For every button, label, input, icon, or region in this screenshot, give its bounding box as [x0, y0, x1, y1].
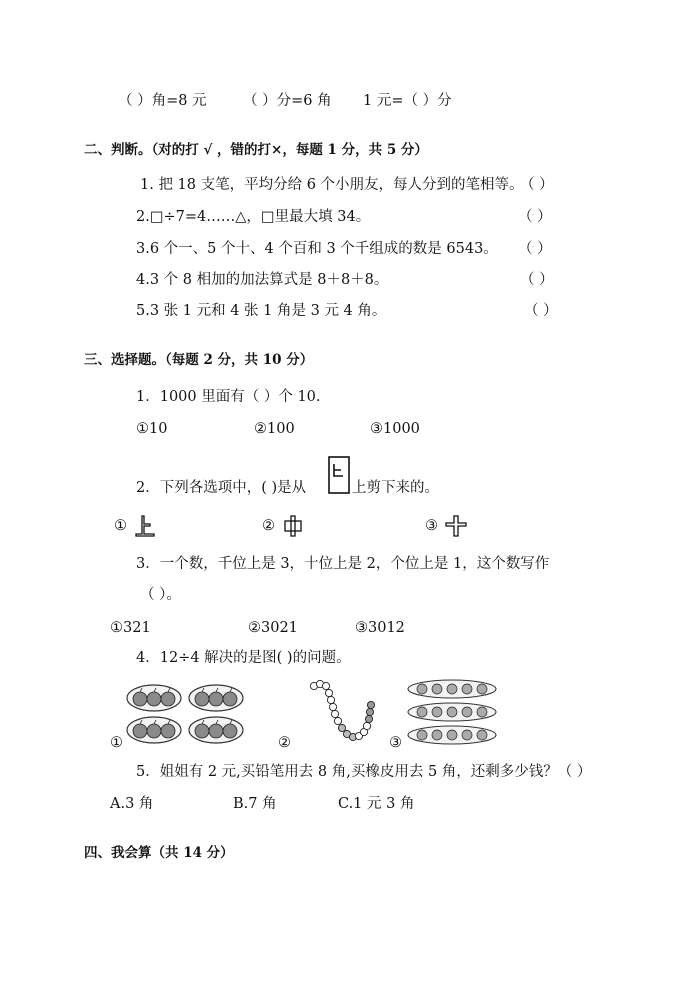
- cross-shape-icon: [444, 514, 468, 538]
- judge-answer-2[interactable]: （ ）: [518, 209, 552, 225]
- choice-q2-option-1[interactable]: ①: [114, 518, 127, 534]
- section-3-title: 三、选择题。（每题 2 分，共 10 分）: [84, 352, 314, 368]
- section-2-title: 二、判断。（对的打 √ ，错的打×，每题 1 分，共 5 分）: [84, 142, 428, 158]
- choice-q1-option-3[interactable]: ③1000: [370, 421, 420, 437]
- bead-string-icon: [300, 678, 382, 746]
- judge-answer-5[interactable]: （ ）: [524, 303, 558, 319]
- choice-q3-text-cont: （ ）。: [140, 587, 181, 603]
- fill-blank-fen: （ ）分=6 角: [243, 93, 332, 109]
- fill-blank-yuan: 1 元=（ ）分: [363, 93, 452, 109]
- choice-q2-text-b: 上剪下来的。: [352, 480, 439, 496]
- judge-item-4: 4.3 个 8 相加的加法算式是 8＋8＋8。: [136, 272, 389, 288]
- judge-item-3: 3.6 个一、5 个十、4 个百和 3 个千组成的数是 6543。: [136, 241, 498, 257]
- choice-q4-option-3[interactable]: ③: [389, 735, 402, 751]
- fill-blank-jiao: （ ）角=8 元: [118, 93, 207, 109]
- judge-answer-4[interactable]: （ ）: [520, 272, 554, 288]
- judge-item-2: 2.□÷7=4……△，□里最大填 34。: [136, 209, 371, 225]
- choice-q3-option-3[interactable]: ③3012: [355, 620, 405, 636]
- apple-rows-icon: [406, 678, 498, 746]
- choice-q5-option-b[interactable]: B.7 角: [233, 796, 277, 812]
- choice-q4-option-2[interactable]: ②: [278, 735, 291, 751]
- choice-q2-text-a: 2．下列各选项中，( )是从: [136, 480, 307, 496]
- choice-q5-option-a[interactable]: A.3 角: [110, 796, 154, 812]
- choice-q4-option-1[interactable]: ①: [110, 735, 123, 751]
- choice-q1-text: 1．1000 里面有（ ）个 10.: [136, 389, 321, 405]
- choice-q4-text: 4．12÷4 解决的是图( )的问题。: [136, 650, 351, 666]
- choice-q3-text: 3．一个数，千位上是 3，十位上是 2，个位上是 1，这个数写作: [136, 556, 550, 572]
- choice-q2-option-3[interactable]: ③: [425, 518, 438, 534]
- choice-q2-option-2[interactable]: ②: [262, 518, 275, 534]
- choice-q1-option-1[interactable]: ①10: [136, 421, 168, 437]
- choice-q5-option-c[interactable]: C.1 元 3 角: [338, 796, 415, 812]
- choice-q5-text: 5．姐姐有 2 元,买铅笔用去 8 角,买橡皮用去 5 角，还剩多少钱？（ ）: [136, 764, 592, 780]
- judge-item-5: 5.3 张 1 元和 4 张 1 角是 3 元 4 角。: [136, 303, 387, 319]
- judge-answer-1[interactable]: （ ）: [520, 177, 554, 193]
- zhong-shape-icon: [282, 514, 304, 538]
- choice-q3-option-2[interactable]: ②3021: [248, 620, 298, 636]
- judge-answer-3[interactable]: （ ）: [518, 241, 552, 257]
- shang-shape-icon: [134, 514, 156, 538]
- apple-groups-icon: [124, 682, 248, 748]
- cut-shape-icon: [328, 456, 350, 494]
- choice-q1-option-2[interactable]: ②100: [254, 421, 295, 437]
- section-4-title: 四、我会算（共 14 分）: [84, 845, 234, 861]
- choice-q3-option-1[interactable]: ①321: [110, 620, 151, 636]
- judge-item-1: 1. 把 18 支笔，平均分给 6 个小朋友，每人分到的笔相等。: [140, 177, 524, 193]
